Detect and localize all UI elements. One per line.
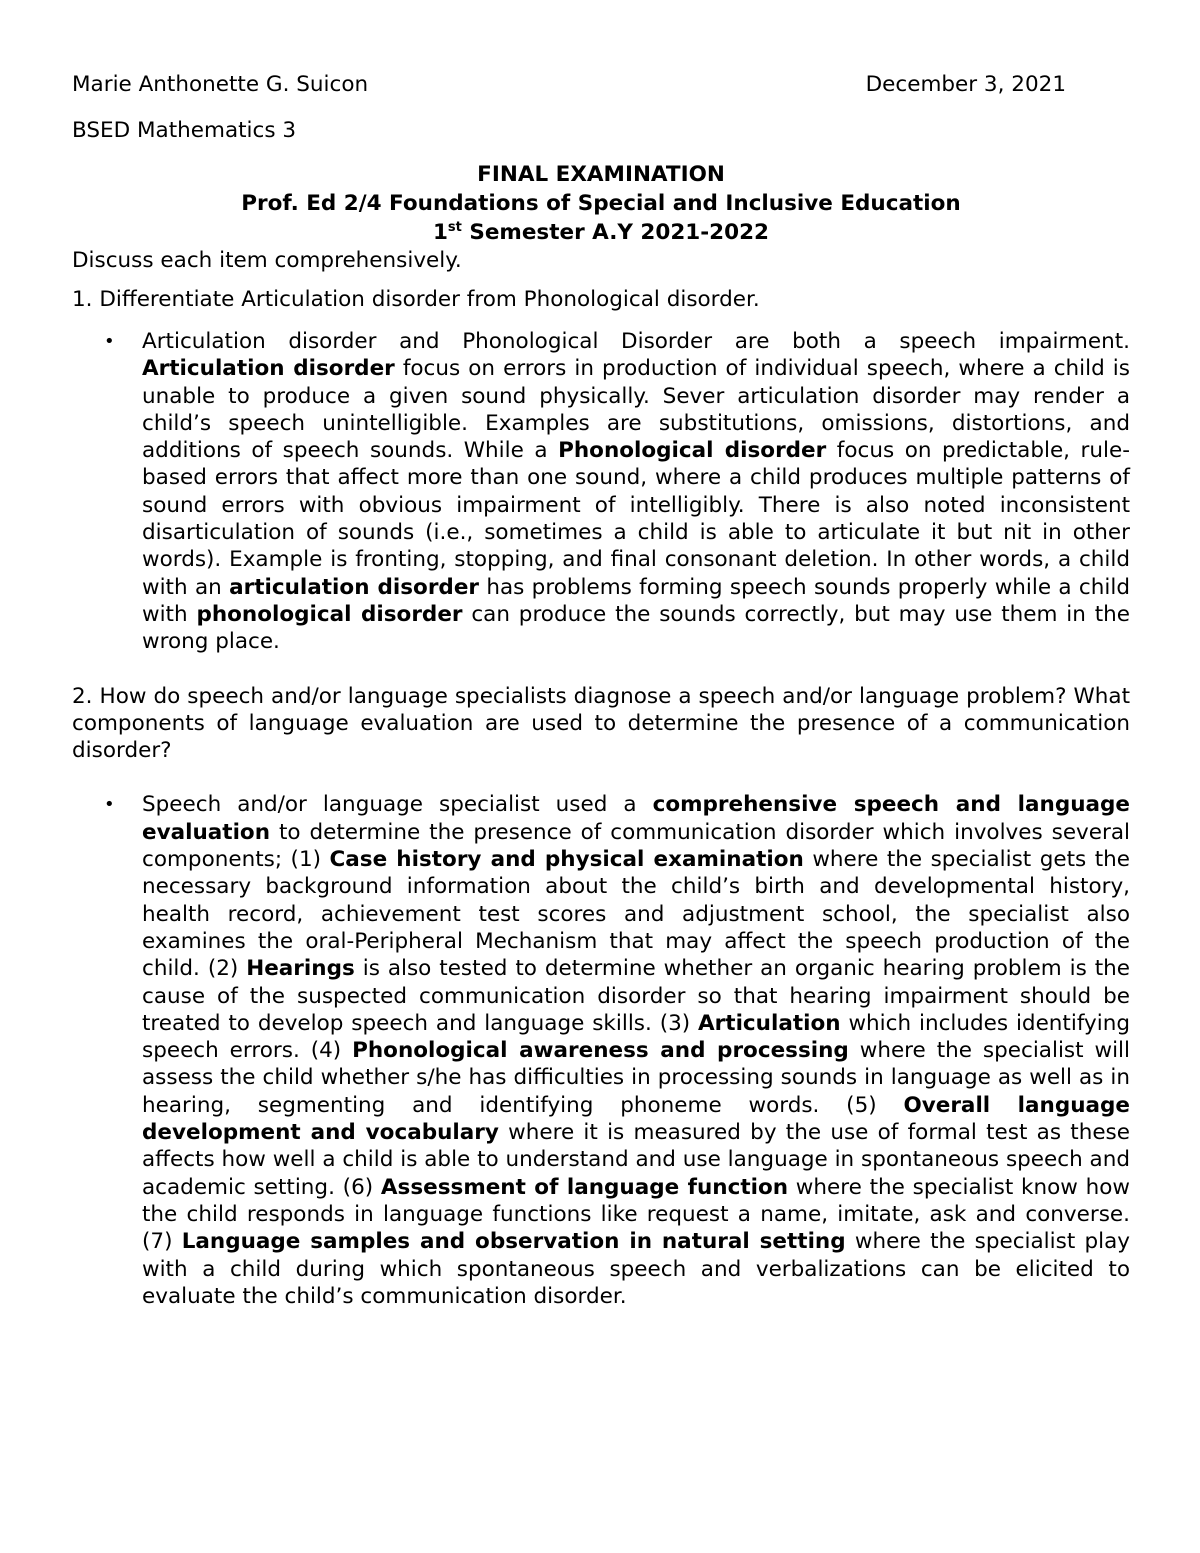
document-page bbox=[72, 70, 1130, 1310]
bullet-icon: • bbox=[104, 331, 115, 352]
semester-text: Semester A.Y 2021-2022 bbox=[461, 220, 770, 245]
question-1: 1. Differentiate Articulation disorder from Phonological disorder. bbox=[72, 287, 760, 312]
answer-2-term-language-function: Assessment of language function bbox=[380, 1174, 789, 1200]
answer-2-term-phonological-awareness: Phonological awareness and processing bbox=[352, 1038, 849, 1064]
course-line: BSED Mathematics 3 bbox=[72, 118, 297, 143]
answer-2-text: to determine the presence of communication disorder which involves several components; (1) bbox=[142, 819, 1130, 873]
answer-2-term-comprehensive-evaluation: comprehensive speech and language evaluation bbox=[142, 792, 1130, 845]
semester-ordinal-suffix: st bbox=[447, 220, 462, 235]
answer-2-term-hearings: Hearings bbox=[246, 956, 355, 982]
answer-2-text: where the specialist know how the child responds in language functions like request a name, imitate, ask and converse. (7) bbox=[142, 1174, 1130, 1255]
answer-2-term-articulation: Articulation bbox=[698, 1010, 841, 1036]
subject-title: Prof. Ed 2/4 Foundations of Special and Inclusive Education bbox=[241, 191, 961, 216]
title-block bbox=[72, 160, 1130, 247]
answer-1-text: focus on errors in production of individual speech, where a child is unable to produce a given sound physically. Sever articulation disorder may render a child’s speech unintelligible. Examples are substitutions, omissions, distortions, and additions of speech sounds. While a bbox=[142, 356, 1130, 464]
answer-1-text: Articulation disorder and Phonological Disorder are both a speech impairment. bbox=[142, 329, 1130, 354]
author-name: Marie Anthonette G. Suicon bbox=[72, 72, 369, 97]
answer-2-text: where the specialist will assess the child whether s/he has difficulties in processing sounds in language as well as in hearing, segmenting and identifying phoneme words. (5) bbox=[142, 1038, 1131, 1118]
answer-1-term-articulation-disorder: articulation disorder bbox=[229, 574, 479, 600]
answer-2-text: where the specialist play with a child during which spontaneous speech and verbalizations can be elicited to evaluate the child’s communication disorder. bbox=[142, 1229, 1130, 1309]
answer-1-term-articulation-disorder: Articulation disorder bbox=[142, 356, 395, 382]
answer-1-text: can produce the sounds correctly, but may use them in the wrong place. bbox=[142, 601, 1131, 655]
answer-2-text: where the specialist gets the necessary background information about the child’s birth and developmental history, health record, achievement test scores and adjustment school, the specialist also examines the oral-Peripheral Mechanism that may affect the speech production of the child. (2) bbox=[142, 847, 1130, 982]
header-row bbox=[72, 70, 1130, 100]
answer-1 bbox=[104, 328, 1131, 656]
answer-1-term-phonological-disorder: Phonological disorder bbox=[558, 438, 827, 464]
exam-title: FINAL EXAMINATION bbox=[477, 162, 725, 187]
bullet-icon: • bbox=[104, 794, 115, 816]
answer-2-text: where it is measured by the use of formal test as these affects how well a child is able to understand and use language in spontaneous speech and academic setting. (6) bbox=[142, 1120, 1130, 1200]
answer-2-text: Speech and/or language specialist used a bbox=[142, 792, 653, 818]
answer-2-text: is also tested to determine whether an organic hearing problem is the cause of the suspected communication disorder so that hearing impairment should be treated to develop speech and language skills. (3) bbox=[142, 956, 1130, 1036]
answer-1-text: focus on predictable, rule-based errors that affect more than one sound, where a child produces multiple patterns of sound errors with obvious impairment of intelligibly. There is also noted inconsistent disarticulation of sounds (i.e., sometimes a child is able to articulate it but nit in other words). Example is fronting, stopping, and final consonant deletion. In other words, a child with an bbox=[142, 438, 1130, 600]
answer-2-term-overall-language: Overall language development and vocabulary bbox=[142, 1092, 1130, 1146]
document-date: December 3, 2021 bbox=[865, 72, 1066, 97]
answer-2-term-language-samples: Language samples and observation in natural setting bbox=[181, 1229, 846, 1255]
answer-1-text: has problems forming speech sounds properly while a child with bbox=[142, 574, 1130, 627]
answer-1-term-phonological-disorder: phonological disorder bbox=[196, 601, 463, 627]
answer-2-term-case-history: Case history and physical examination bbox=[329, 847, 804, 873]
question-2: 2. How do speech and/or language specialists diagnose a speech and/or language problem? What components of language evaluation are used to determine the presence of a communication disorder? bbox=[72, 683, 1130, 764]
answer-2 bbox=[104, 791, 1131, 1310]
answer-2-text: which includes identifying speech errors. (4) bbox=[142, 1010, 1130, 1064]
instruction-text: Discuss each item comprehensively. bbox=[72, 248, 462, 273]
semester-number: 1 bbox=[432, 220, 448, 245]
semester-title bbox=[72, 218, 1130, 247]
